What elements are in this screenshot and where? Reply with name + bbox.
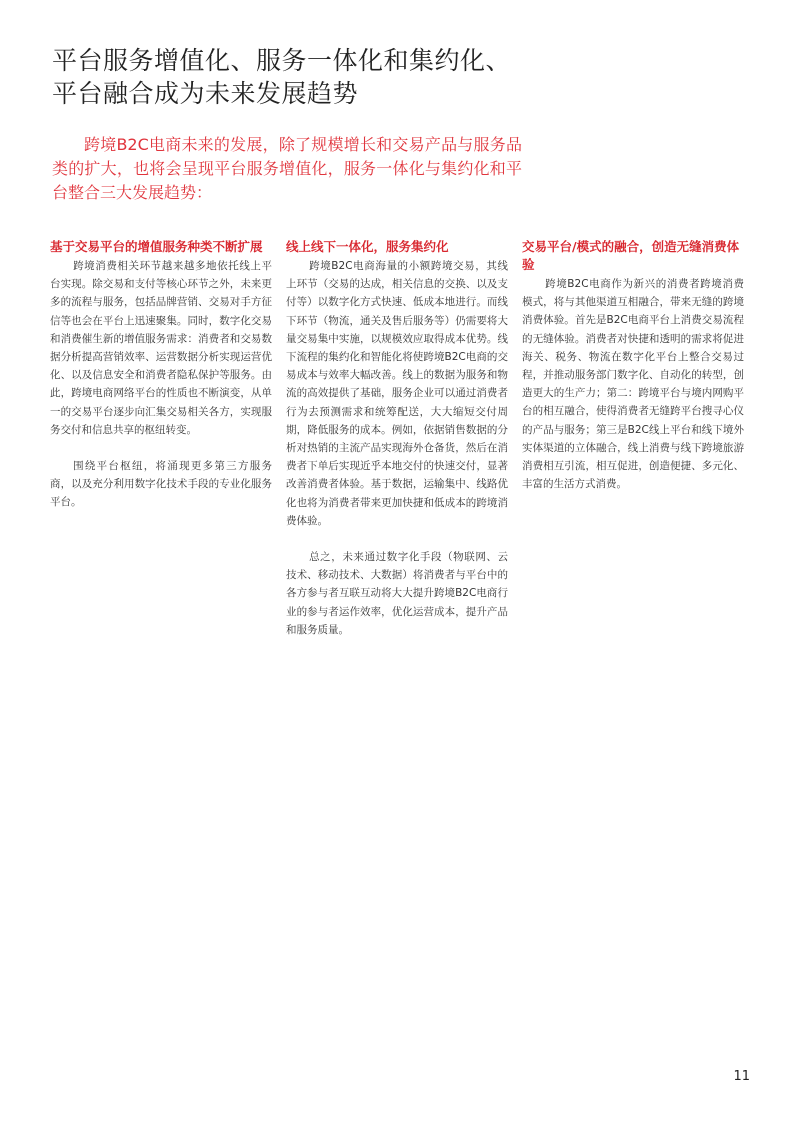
page-number: 11 [733,1069,750,1084]
intro-paragraph: 跨境B2C电商未来的发展，除了规模增长和交易产品与服务品类的扩大，也将会呈现平台服务增值化，服务一体化与集约化和平台整合三大发展趋势： [52,135,522,202]
column-platform-fusion [522,238,744,493]
column-heading: 交易平台/模式的融合，创造无缝消费体验 [522,239,740,272]
column-value-added-services [50,238,272,512]
column-heading: 线上线下一体化，服务集约化 [286,239,449,254]
column-online-offline-integration [286,238,508,639]
column-paragraph: 总之，未来通过数字化手段（物联网、云技术、移动技术、大数据）将消费者与平台中的各方参与者互联互动将大大提升跨境B2C电商行业的参与者运作效率，优化运营成本，提升产品和服务质量。 [286,551,508,636]
column-paragraph: 跨境B2C电商海量的小额跨境交易，其线上环节（交易的达成，相关信息的交换、以及支付等）以数字化方式快速、低成本地进行。而线下环节（物流，通关及售后服务等）仍需要将大量交易集中实施，以规模效应取得成本优势。线下流程的集约化和智能化将使跨境B2C电商的交易成本与效率大幅改善。线上的数据为服务和物流的高效提供了基础，服务企业可以通过消费者行为去预测需求和统筹配送，大大缩短交付周期，降低服务的成本。例如，依据销售数据的分析对热销的主流产品实现海外仓备货，然后在消费者下单后实现近乎本地交付的快速交付，显著改善消费者体验。基于数据，运输集中、线路优化也将为消费者带来更加快捷和低成本的跨境消费体验。 [286,260,508,527]
column-paragraph: 跨境B2C电商作为新兴的消费者跨境消费模式，将与其他渠道互相融合，带来无缝的跨境消费体验。首先是B2C电商平台上消费交易流程的无缝体验。消费者对快捷和透明的需求将促进海关、税务、物流在数字化平台上整合交易过程，并推动服务部门数字化、自动化的转型，创造更大的生产力；第二：跨境平台与境内网购平台的相互融合，使得消费者无缝跨平台搜寻心仪的产品与服务；第三是B2C线上平台和线下境外实体渠道的立体融合，线上消费与线下跨境旅游消费相互引流，相互促进，创造便捷、多元化、丰富的生活方式消费。 [522,278,744,491]
column-paragraph: 围绕平台枢纽，将涌现更多第三方服务商，以及充分利用数字化技术手段的专业化服务平台。 [50,460,272,509]
page-title-line-2: 平台融合成为未来发展趋势 [52,79,359,108]
column-paragraph: 跨境消费相关环节越来越多地依托线上平台实现。除交易和支付等核心环节之外，未来更多的流程与服务，包括品牌营销、交易对手方征信等也会在平台上迅速聚集。同时，数字化交易和消费催生新的增值服务需求：消费者和交易数据分析提高营销效率、运营数据分析实现运营优化、以及信息安全和消费者隐私保护等服务。由此，跨境电商网络平台的性质也不断演变，从单一的交易平台逐步向汇集交易相关各方，实现服务交付和信息共享的枢纽转变。 [50,260,272,436]
page-title-line-1: 平台服务增值化、服务一体化和集约化、 [52,46,512,75]
page-title [52,44,572,110]
column-heading: 基于交易平台的增值服务种类不断扩展 [50,239,263,254]
